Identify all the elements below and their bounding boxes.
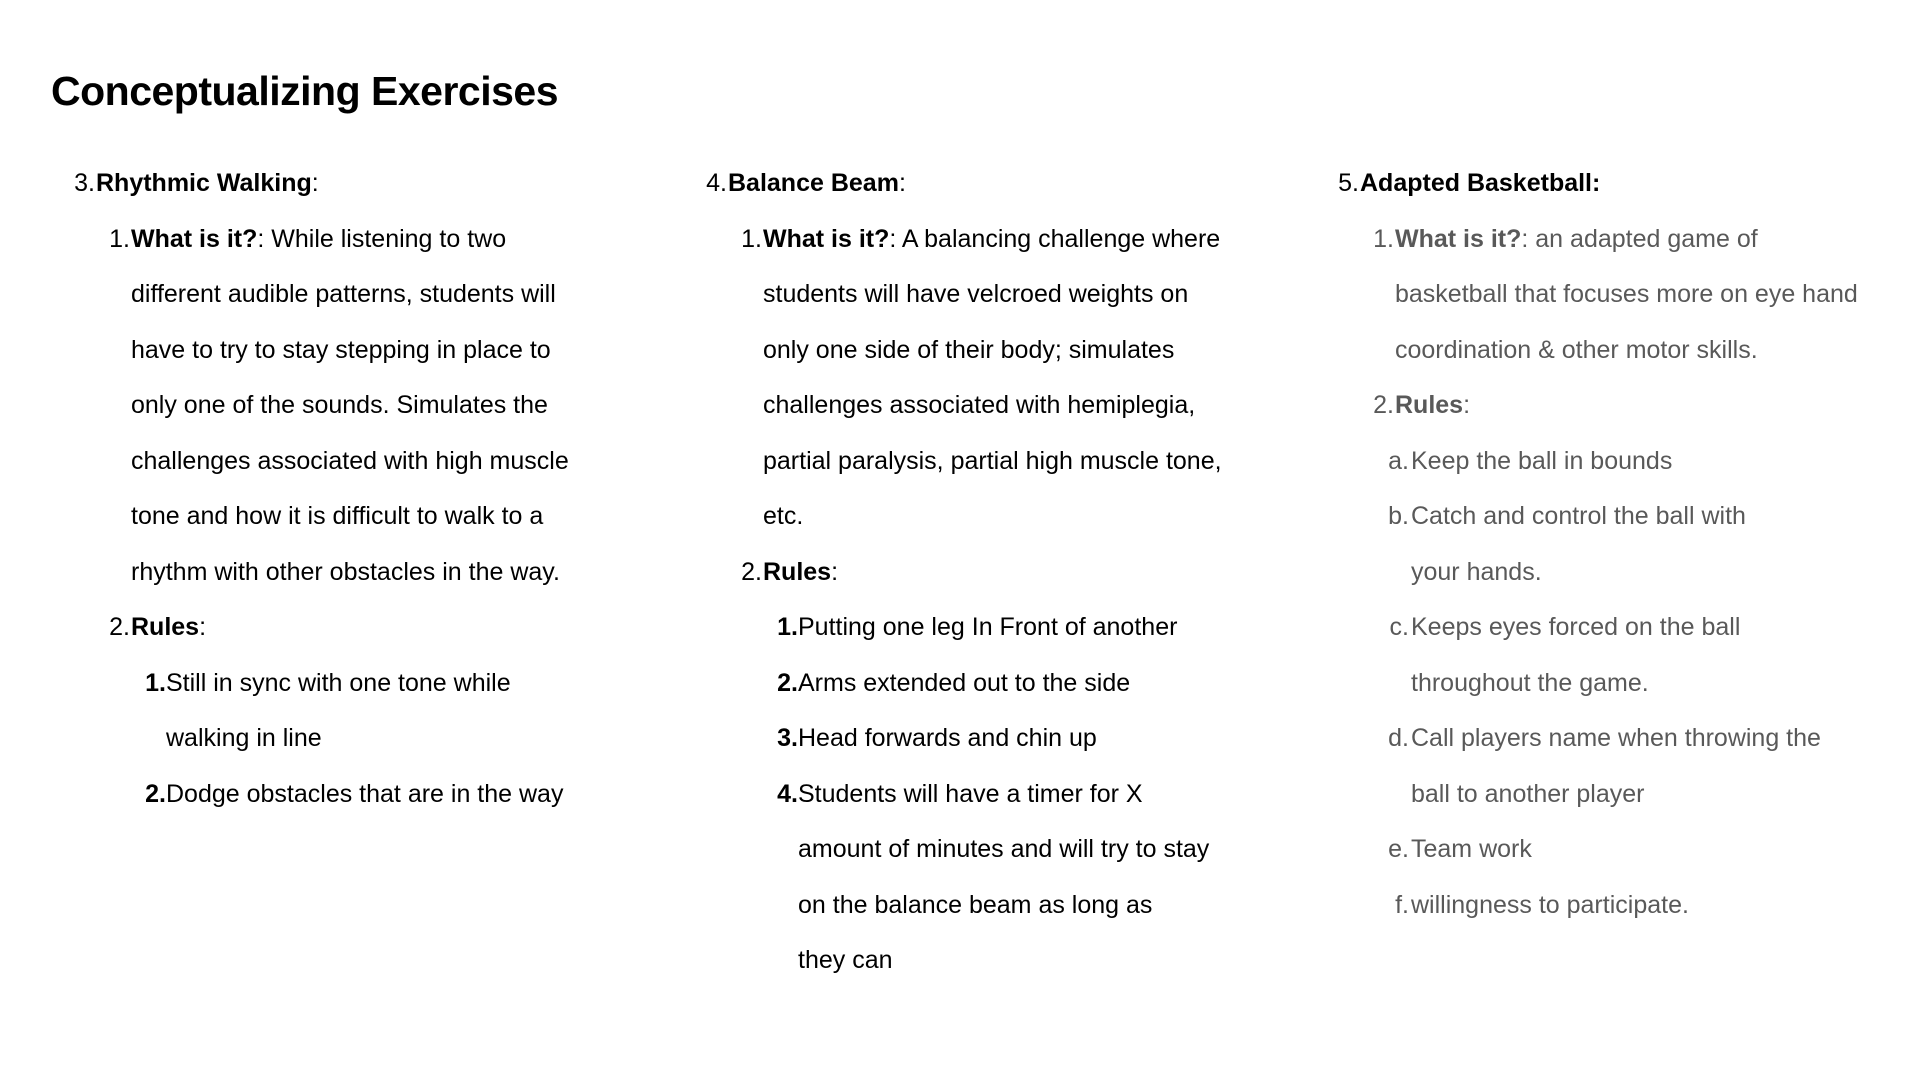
list-letter: f. — [1395, 890, 1409, 919]
list-number: 2. — [741, 557, 762, 586]
description-line: students will have velcroed weights on — [763, 280, 1189, 308]
exercise-title: Rhythmic Walking — [96, 169, 312, 197]
list-number: 1. — [741, 224, 762, 253]
exercise-column-balance-beam — [705, 163, 1265, 996]
rule-text: willingness to participate. — [1411, 890, 1689, 919]
list-number: 3. — [777, 724, 798, 752]
description-line: tone and how it is difficult to walk to a — [131, 502, 544, 530]
rule-item — [73, 663, 633, 719]
list-number: 2. — [777, 668, 798, 697]
rule-text: Catch and control the ball with — [1411, 502, 1746, 530]
description-line: have to try to stay stepping in place to — [131, 335, 551, 364]
description-line: challenges associated with hemiplegia, — [763, 391, 1196, 419]
rule-item — [1337, 718, 1897, 774]
list-number: 3. — [74, 169, 95, 197]
rule-text: Students will have a timer for X — [798, 779, 1143, 808]
rule-item — [1337, 885, 1897, 941]
what-is-it-item — [705, 219, 1265, 275]
rule-text: Keeps eyes forced on the ball — [1411, 613, 1741, 641]
description-line: basketball that focuses more on eye hand — [1395, 280, 1858, 308]
description-line: coordination & other motor skills. — [1395, 335, 1758, 364]
rule-text: your hands. — [1411, 557, 1542, 586]
exercise-title: Adapted Basketball: — [1360, 169, 1601, 197]
rule-item — [705, 774, 1265, 830]
description-line: partial paralysis, partial high muscle tone, — [763, 446, 1222, 475]
list-number: 2. — [1373, 391, 1394, 419]
rule-text: they can — [798, 946, 893, 974]
rule-text: Putting one leg In Front of another — [798, 613, 1178, 641]
description-line: only one side of their body; simulates — [763, 335, 1175, 364]
rule-text: amount of minutes and will try to stay — [798, 835, 1210, 863]
rules-item — [1337, 385, 1897, 441]
heading-colon: : — [311, 169, 319, 197]
description-line: : While listening to two — [257, 224, 507, 253]
list-letter: a. — [1388, 446, 1409, 475]
rules-item — [73, 607, 633, 663]
rule-item — [705, 718, 1265, 774]
rules-colon: : — [831, 557, 839, 586]
list-number: 4. — [706, 169, 727, 197]
description-line: : an adapted game of — [1521, 224, 1758, 253]
rule-item — [1337, 607, 1897, 663]
list-letter: c. — [1389, 613, 1409, 641]
exercise-column-rhythmic-walking — [73, 163, 633, 829]
list-number: 1. — [109, 224, 130, 253]
rule-text: throughout the game. — [1411, 668, 1649, 697]
description-line: : A balancing challenge where — [889, 224, 1221, 253]
description-line: only one of the sounds. Simulates the — [131, 391, 548, 419]
rules-label: Rules — [763, 557, 832, 586]
exercise-title: Balance Beam — [728, 169, 899, 197]
heading-colon: : — [898, 169, 906, 197]
what-is-it-label: What is it? — [763, 224, 890, 253]
rules-label: Rules — [1395, 391, 1464, 419]
page-title: Conceptualizing Exercises — [51, 68, 559, 114]
what-is-it-item — [1337, 219, 1897, 275]
what-is-it-item — [73, 219, 633, 275]
list-letter: b. — [1388, 502, 1409, 530]
rule-item — [705, 607, 1265, 663]
description-line: challenges associated with high muscle — [131, 446, 569, 475]
rules-colon: : — [1463, 391, 1471, 419]
list-number: 4. — [777, 779, 798, 808]
rules-item — [705, 552, 1265, 608]
rule-text: ball to another player — [1411, 779, 1645, 808]
exercise-heading — [705, 163, 1265, 219]
list-number: 5. — [1338, 169, 1359, 197]
rule-text: Call players name when throwing the — [1411, 724, 1821, 752]
rule-text: Head forwards and chin up — [798, 724, 1097, 752]
rule-item — [1337, 441, 1897, 497]
rules-label: Rules — [131, 613, 200, 641]
list-number: 1. — [777, 613, 798, 641]
list-number: 1. — [145, 668, 166, 697]
rule-text: Dodge obstacles that are in the way — [166, 779, 564, 808]
description-line: rhythm with other obstacles in the way. — [131, 557, 560, 586]
rules-colon: : — [199, 613, 207, 641]
rule-text: Arms extended out to the side — [798, 668, 1131, 697]
list-number: 2. — [109, 613, 130, 641]
rule-item — [1337, 829, 1897, 885]
exercise-heading — [1337, 163, 1897, 219]
list-number: 2. — [145, 779, 166, 808]
rule-text: on the balance beam as long as — [798, 890, 1153, 919]
list-number: 1. — [1373, 224, 1394, 253]
description-line: different audible patterns, students will — [131, 280, 556, 308]
list-letter: d. — [1388, 724, 1409, 752]
what-is-it-label: What is it? — [1395, 224, 1522, 253]
rule-text: walking in line — [166, 724, 322, 752]
rule-item — [73, 774, 633, 830]
description-line: etc. — [763, 502, 804, 530]
rule-text: Still in sync with one tone while — [166, 668, 511, 697]
exercise-column-adapted-basketball — [1337, 163, 1897, 940]
what-is-it-label: What is it? — [131, 224, 258, 253]
rule-text: Keep the ball in bounds — [1411, 446, 1673, 475]
rule-item — [1337, 496, 1897, 552]
list-letter: e. — [1388, 835, 1409, 863]
exercise-heading — [73, 163, 633, 219]
rule-text: Team work — [1411, 835, 1532, 863]
rule-item — [705, 663, 1265, 719]
